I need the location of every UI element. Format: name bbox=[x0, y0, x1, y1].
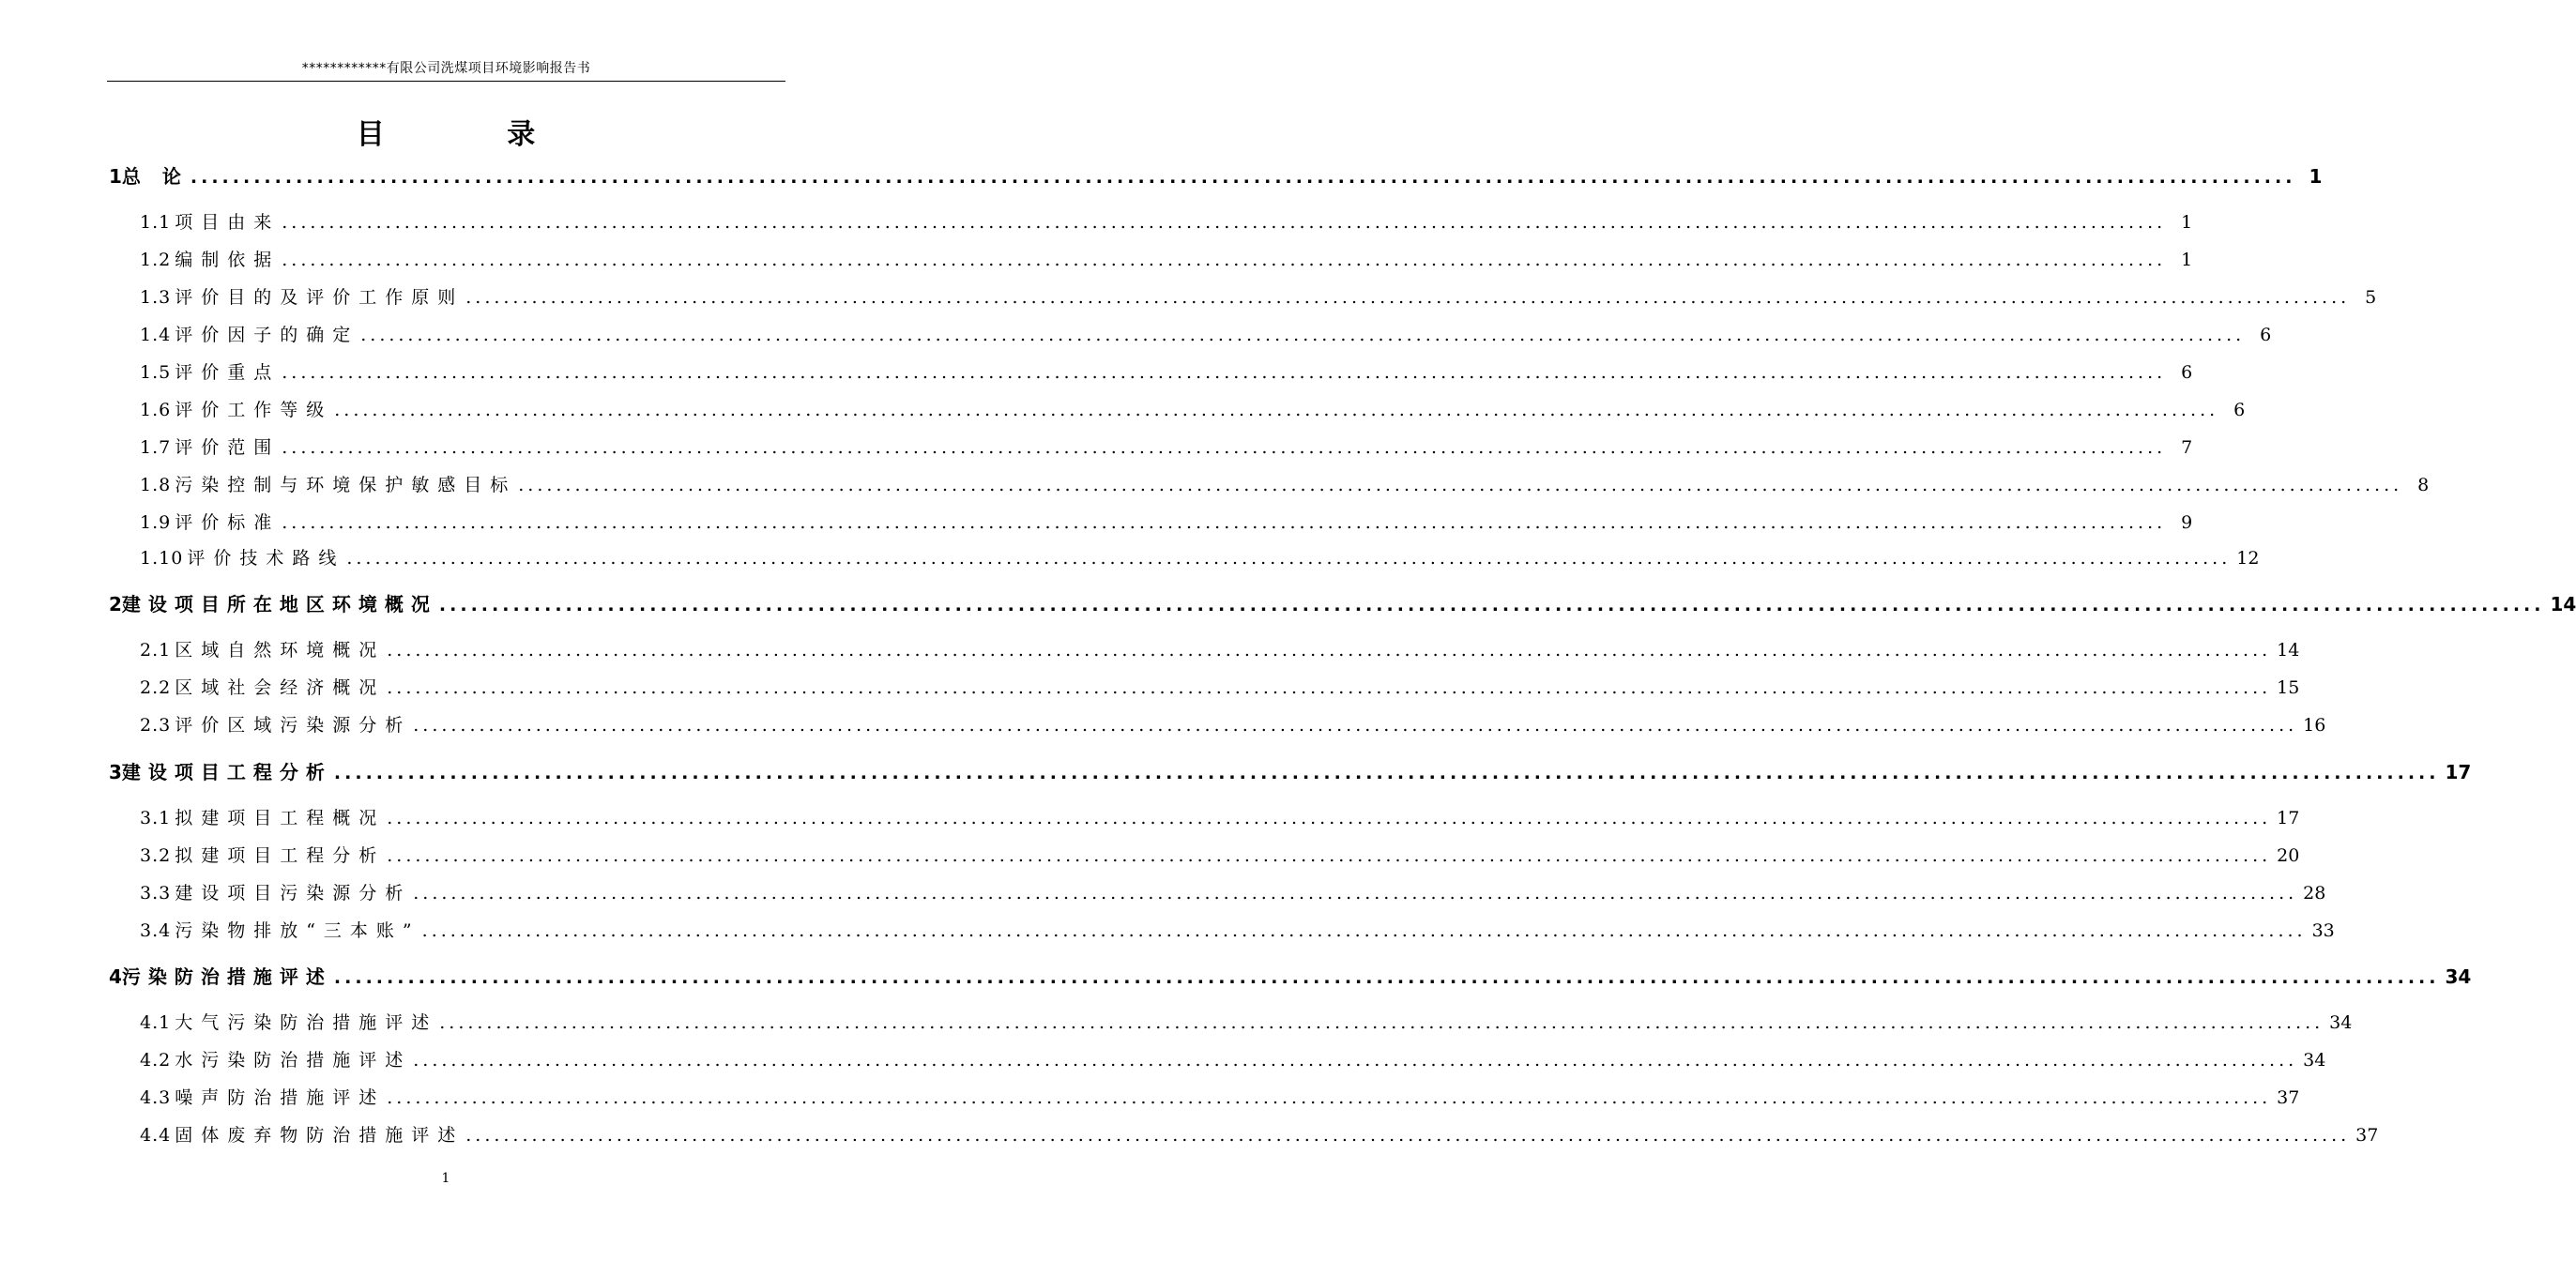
toc-title: 区域自然环境概况 bbox=[175, 640, 386, 661]
toc-section[interactable] bbox=[140, 544, 2260, 572]
dot-leader: ........................................................................................................................................................................................................ bbox=[387, 808, 2272, 828]
toc-page-number: 1 bbox=[2309, 165, 2323, 188]
toc-number: 3 bbox=[109, 761, 122, 783]
toc-title: 区域社会经济概况 bbox=[175, 677, 386, 698]
toc-title: 污染控制与环境保护敏感目标 bbox=[175, 475, 517, 495]
toc-number: 1.2 bbox=[140, 250, 172, 270]
toc-section[interactable] bbox=[140, 804, 2300, 832]
toc-title: 污染物排放“三本账” bbox=[175, 920, 420, 941]
toc-section[interactable] bbox=[140, 711, 2326, 739]
dot-leader: ........................................................................................................................................................................................................ bbox=[346, 548, 2232, 569]
dot-leader: ........................................................................................................................................................................................................ bbox=[413, 883, 2298, 904]
toc-number: 3.1 bbox=[140, 808, 172, 828]
toc-section[interactable] bbox=[140, 471, 2430, 499]
toc-title: 水污染防治措施评述 bbox=[175, 1050, 412, 1071]
toc-title: 评价技术路线 bbox=[187, 548, 345, 569]
header-divider bbox=[107, 81, 785, 82]
toc-title: 拟建项目工程概况 bbox=[175, 808, 386, 828]
toc-section[interactable] bbox=[140, 636, 2300, 664]
dot-leader: ........................................................................................................................................................................................................ bbox=[387, 845, 2272, 866]
dot-leader: ........................................................................................................................................................................................................ bbox=[282, 362, 2167, 383]
toc-number: 4.3 bbox=[140, 1087, 172, 1108]
toc-title: 固体废弃物防治措施评述 bbox=[175, 1125, 465, 1146]
toc-section[interactable] bbox=[140, 208, 2193, 236]
dot-leader: ........................................................................................................................................................................................................ bbox=[387, 640, 2272, 661]
dot-leader: ........................................................................................................................................................................................................ bbox=[421, 920, 2307, 941]
toc-section[interactable] bbox=[140, 1046, 2326, 1074]
dot-leader: ........................................................................................................................................................................................................ bbox=[439, 1012, 2324, 1033]
toc-section[interactable] bbox=[140, 358, 2193, 387]
toc-number: 4.2 bbox=[140, 1050, 172, 1071]
toc-title: 评价因子的确定 bbox=[175, 325, 359, 345]
dot-leader: ........................................................................................................................................................................................................ bbox=[360, 325, 2246, 345]
toc-title: 评价区域污染源分析 bbox=[175, 715, 412, 736]
toc-number: 3.2 bbox=[140, 845, 172, 866]
page-number: 1 bbox=[441, 1171, 450, 1186]
toc-section[interactable] bbox=[140, 321, 2272, 349]
toc-chapter[interactable] bbox=[109, 589, 2576, 617]
dot-leader: ........................................................................................................................................................................................................ bbox=[465, 287, 2351, 308]
toc-title: 编制依据 bbox=[175, 250, 281, 270]
toc-page-number: 20 bbox=[2277, 845, 2300, 866]
toc-page-number: 16 bbox=[2303, 715, 2326, 736]
toc-number: 2.1 bbox=[140, 640, 172, 661]
toc-number: 1.6 bbox=[140, 400, 172, 420]
toc-section[interactable] bbox=[140, 1009, 2353, 1037]
toc-title: 评价范围 bbox=[175, 437, 281, 458]
toc-section[interactable] bbox=[140, 509, 2193, 537]
toc-section[interactable] bbox=[140, 246, 2193, 274]
toc-number: 1.3 bbox=[140, 287, 172, 308]
toc-section[interactable] bbox=[140, 917, 2335, 945]
dot-leader: ........................................................................................................................................................................................................ bbox=[387, 677, 2272, 698]
toc-title: 评价目的及评价工作原则 bbox=[175, 287, 465, 308]
dot-leader: ........................................................................................................................................................................................................ bbox=[282, 212, 2167, 233]
toc-number: 1.8 bbox=[140, 475, 172, 495]
toc-page-number: 6 bbox=[2181, 362, 2193, 383]
toc-title: 建设项目工程分析 bbox=[121, 761, 332, 783]
toc-number: 3.4 bbox=[140, 920, 172, 941]
toc-title: 评价标准 bbox=[175, 512, 281, 533]
toc-section[interactable] bbox=[140, 433, 2193, 462]
toc-page-number: 34 bbox=[2445, 965, 2472, 988]
dot-leader: ........................................................................................................................................................................................................ bbox=[438, 595, 2545, 615]
toc-section[interactable] bbox=[140, 842, 2300, 870]
toc-page-number: 17 bbox=[2445, 761, 2472, 783]
toc-number: 4 bbox=[109, 965, 122, 988]
toc-page-number: 33 bbox=[2311, 920, 2335, 941]
toc-page-number: 37 bbox=[2277, 1087, 2300, 1108]
dot-leader: ........................................................................................................................................................................................................ bbox=[333, 763, 2440, 783]
toc-chapter[interactable] bbox=[109, 161, 2323, 190]
toc-number: 1.1 bbox=[140, 212, 172, 233]
toc-number: 2 bbox=[109, 593, 122, 615]
toc-number: 1.9 bbox=[140, 512, 172, 533]
dot-leader: ........................................................................................................................................................................................................ bbox=[413, 1050, 2298, 1071]
toc-section[interactable] bbox=[140, 283, 2377, 311]
toc-title: 建设项目污染源分析 bbox=[175, 883, 412, 904]
toc-page-number: 9 bbox=[2181, 512, 2193, 533]
toc-chapter[interactable] bbox=[109, 757, 2472, 785]
toc-number: 4.4 bbox=[140, 1125, 172, 1146]
toc-title: 总 论 bbox=[121, 165, 189, 188]
toc-section[interactable] bbox=[140, 879, 2326, 907]
page-title: 目 录 bbox=[356, 118, 592, 151]
toc-section[interactable] bbox=[140, 674, 2300, 702]
toc-page-number: 34 bbox=[2329, 1012, 2353, 1033]
toc-page-number: 14 bbox=[2277, 640, 2300, 661]
running-header: ************有限公司洗煤项目环境影响报告书 bbox=[301, 61, 591, 76]
toc-number: 1 bbox=[109, 165, 122, 188]
toc-number: 3.3 bbox=[140, 883, 172, 904]
toc-chapter[interactable] bbox=[109, 962, 2472, 990]
dot-leader: ........................................................................................................................................................................................................ bbox=[465, 1125, 2351, 1146]
toc-page-number: 1 bbox=[2181, 250, 2193, 270]
toc-title: 大气污染防治措施评述 bbox=[175, 1012, 438, 1033]
toc-page-number: 28 bbox=[2303, 883, 2326, 904]
toc-number: 1.10 bbox=[140, 548, 184, 569]
toc-section[interactable] bbox=[140, 1121, 2379, 1149]
toc-number: 4.1 bbox=[140, 1012, 172, 1033]
toc-page-number: 6 bbox=[2260, 325, 2272, 345]
dot-leader: ........................................................................................................................................................................................................ bbox=[387, 1087, 2272, 1108]
toc-page-number: 5 bbox=[2365, 287, 2377, 308]
dot-leader: ........................................................................................................................................................................................................ bbox=[413, 715, 2298, 736]
toc-section[interactable] bbox=[140, 396, 2246, 424]
toc-page-number: 14 bbox=[2550, 593, 2576, 615]
toc-number: 2.2 bbox=[140, 677, 172, 698]
toc-page-number: 15 bbox=[2277, 677, 2300, 698]
toc-title: 建设项目所在地区环境概况 bbox=[121, 593, 437, 615]
toc-page-number: 17 bbox=[2277, 808, 2300, 828]
dot-leader: ........................................................................................................................................................................................................ bbox=[518, 475, 2403, 495]
toc-page-number: 7 bbox=[2181, 437, 2193, 458]
toc-number: 1.7 bbox=[140, 437, 172, 458]
toc-page-number: 6 bbox=[2233, 400, 2246, 420]
dot-leader: ........................................................................................................................................................................................................ bbox=[282, 437, 2167, 458]
toc-page-number: 12 bbox=[2236, 548, 2260, 569]
toc-title: 噪声防治措施评述 bbox=[175, 1087, 386, 1108]
toc-number: 1.5 bbox=[140, 362, 172, 383]
dot-leader: ........................................................................................................................................................................................................ bbox=[334, 400, 2219, 420]
dot-leader: ........................................................................................................................................................................................................ bbox=[282, 512, 2167, 533]
toc-page-number: 37 bbox=[2355, 1125, 2379, 1146]
toc-page-number: 34 bbox=[2303, 1050, 2326, 1071]
toc-number: 1.4 bbox=[140, 325, 172, 345]
dot-leader: ........................................................................................................................................................................................................ bbox=[282, 250, 2167, 270]
toc-page-number: 8 bbox=[2417, 475, 2430, 495]
toc-title: 评价工作等级 bbox=[175, 400, 333, 420]
dot-leader: ........................................................................................................................................................................................................ bbox=[333, 967, 2440, 988]
toc-section[interactable] bbox=[140, 1084, 2300, 1112]
toc-title: 评价重点 bbox=[175, 362, 281, 383]
toc-title: 污染防治措施评述 bbox=[121, 965, 332, 988]
toc-title: 拟建项目工程分析 bbox=[175, 845, 386, 866]
dot-leader: ........................................................................................................................................................................................................ bbox=[190, 167, 2296, 188]
toc-title: 项目由来 bbox=[175, 212, 281, 233]
toc-page-number: 1 bbox=[2181, 212, 2193, 233]
toc-number: 2.3 bbox=[140, 715, 172, 736]
